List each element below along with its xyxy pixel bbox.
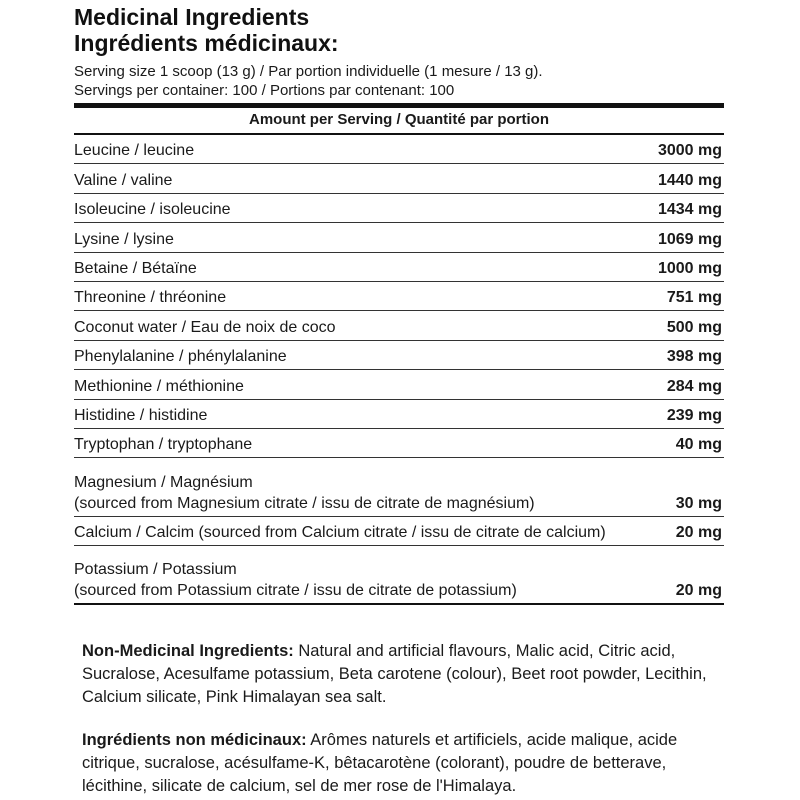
non-medicinal-label-english: Non-Medicinal Ingredients: — [82, 642, 294, 660]
ingredient-source-line: (sourced from Magnesium citrate / issu de citrate de magnésium) — [74, 495, 535, 513]
table-row — [74, 370, 724, 399]
title-french: Ingrédients médicinaux: — [74, 30, 339, 56]
ingredient-name-line: Potassium / Potassium — [74, 561, 237, 579]
ingredient-name-line: Threonine / thréonine — [74, 289, 227, 307]
ingredient-name-line: Histidine / histidine — [74, 406, 208, 424]
ingredient-name-line: Tryptophan / tryptophane — [74, 436, 253, 454]
ingredient-amount: 239 mg — [666, 406, 722, 424]
ingredient-amount: 1434 mg — [657, 201, 722, 219]
table-row — [74, 400, 724, 429]
ingredient-amount: 40 mg — [675, 436, 722, 454]
ingredient-name — [74, 405, 207, 426]
ingredient-name — [74, 287, 226, 308]
serving-size: Serving size 1 scoop (13 g) / Par portion individuelle (1 mesure / 13 g). — [74, 63, 543, 80]
ingredient-amount: 1000 mg — [657, 259, 722, 277]
table-row — [74, 546, 724, 605]
ingredient-name — [74, 170, 172, 191]
ingredient-source-line: (sourced from Potassium citrate / issu de citrate de potassium) — [74, 582, 517, 600]
table-row — [74, 458, 724, 517]
ingredient-name-line: Phenylalanine / phénylalanine — [74, 348, 287, 366]
non-medicinal-label-french: Ingrédients non médicinaux: — [82, 731, 307, 749]
ingredient-name — [74, 258, 197, 279]
ingredients-table — [74, 135, 724, 605]
ingredient-amount: 1440 mg — [657, 171, 722, 189]
ingredient-name — [74, 140, 194, 161]
table-row — [74, 223, 724, 252]
non-medicinal-text-french: Arômes naturels et artificiels, acide malique, acide citrique, sucralose, acésulfame-K, bêtacarotène (colorant), poudre de betterave, lécithine, silicate de calcium, sel de mer rose de l'Himalaya. — [82, 731, 678, 795]
table-row — [74, 135, 724, 164]
non-medicinal-text-english: Natural and artificial flavours, Malic acid, Citric acid, Sucralose, Acesulfame potassium, Beta carotene (colour), Beet root powder, Lecithin, Calcium silicate, Pink Himalayan sea salt. — [82, 642, 707, 706]
ingredient-name-line: Coconut water / Eau de noix de coco — [74, 318, 336, 336]
ingredient-amount: 284 mg — [666, 377, 722, 395]
ingredient-amount: 500 mg — [666, 318, 722, 336]
table-row — [74, 341, 724, 370]
ingredient-name-line: Magnesium / Magnésium — [74, 474, 253, 492]
ingredient-amount: 30 mg — [675, 495, 722, 513]
medicinal-ingredients-panel — [74, 4, 724, 605]
ingredient-name-line: Valine / valine — [74, 171, 173, 189]
ingredient-name — [74, 229, 174, 250]
ingredient-name — [74, 376, 244, 397]
ingredient-name-line: Methionine / méthionine — [74, 377, 244, 395]
table-row — [74, 282, 724, 311]
non-medicinal-ingredients-english — [82, 640, 722, 709]
ingredient-name — [74, 199, 231, 220]
ingredient-amount: 1069 mg — [657, 230, 722, 248]
ingredient-name — [74, 559, 517, 601]
servings-per-container: Servings per container: 100 / Portions par contenant: 100 — [74, 82, 455, 99]
ingredient-name-line: Lysine / lysine — [74, 230, 174, 248]
ingredient-amount: 20 mg — [675, 524, 722, 542]
ingredient-amount: 751 mg — [666, 289, 722, 307]
ingredient-name — [74, 434, 252, 455]
table-row — [74, 429, 724, 458]
ingredient-name-line: Calcium / Calcim (sourced from Calcium citrate / issu de citrate de calcium) — [74, 524, 606, 542]
ingredient-name-line: Betaine / Bétaïne — [74, 259, 197, 277]
table-row — [74, 253, 724, 282]
ingredient-name — [74, 522, 606, 543]
ingredient-name — [74, 346, 287, 367]
table-row — [74, 311, 724, 340]
ingredient-amount: 20 mg — [675, 582, 722, 600]
ingredient-amount: 3000 mg — [657, 142, 722, 160]
ingredient-name-line: Leucine / leucine — [74, 142, 195, 160]
title-english: Medicinal Ingredients — [74, 4, 310, 30]
ingredient-name — [74, 472, 535, 514]
table-row — [74, 517, 724, 546]
ingredient-amount: 398 mg — [666, 348, 722, 366]
table-row — [74, 194, 724, 223]
amount-per-serving-header: Amount per Serving / Quantité par portion — [74, 108, 724, 135]
ingredient-name-line: Isoleucine / isoleucine — [74, 201, 231, 219]
non-medicinal-ingredients-french — [82, 729, 722, 798]
table-row — [74, 164, 724, 193]
ingredient-name — [74, 317, 336, 338]
